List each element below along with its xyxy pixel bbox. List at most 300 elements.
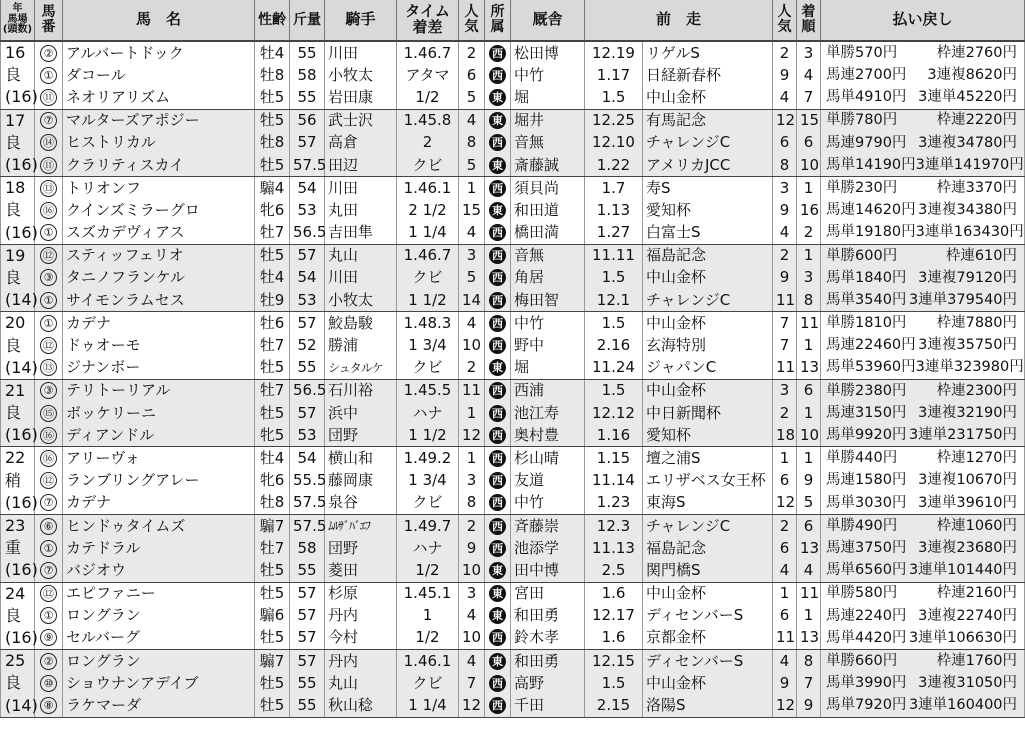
popularity: 3	[459, 244, 485, 267]
sex-age: 牡5	[255, 402, 290, 424]
affiliation	[485, 289, 511, 312]
prev-date: 12.10	[585, 132, 643, 154]
prev-pop: 9	[773, 64, 797, 86]
jockey: 丹内	[325, 605, 397, 627]
weight: 55	[290, 694, 325, 717]
prev-race: 中山金杯	[643, 582, 773, 605]
stable: 斉藤崇	[511, 514, 585, 537]
affiliation	[485, 64, 511, 86]
horse-name: ロングラン	[63, 605, 255, 627]
horse-number: ⑪	[35, 154, 63, 177]
table-row	[1, 514, 1025, 537]
prev-race: 愛知杯	[643, 199, 773, 221]
prev-pop: 4	[773, 559, 797, 582]
prev-date: 11.11	[585, 244, 643, 267]
payout-2: 枠連7880円	[936, 315, 1018, 332]
race-heads: (16)	[1, 222, 35, 245]
sex-age: 騸7	[255, 650, 290, 673]
sex-age: 牡5	[255, 357, 290, 380]
jockey: 泉谷	[325, 492, 397, 515]
stable: 和田道	[511, 199, 585, 221]
horse-number: ⑫	[35, 582, 63, 605]
prev-pop: 4	[773, 86, 797, 109]
sex-age: 牝6	[255, 470, 290, 492]
prev-date: 11.13	[585, 537, 643, 559]
stable: 宮田	[511, 582, 585, 605]
affiliation-badge: 東	[489, 359, 506, 376]
payout-2: 枠連2300円	[936, 382, 1018, 399]
prev-date: 1.5	[585, 672, 643, 694]
header-prev: 前 走	[585, 0, 773, 41]
jockey: 丸山	[325, 244, 397, 267]
popularity: 4	[459, 312, 485, 335]
horse-number: ③	[35, 267, 63, 289]
header-venue: 馬場	[7, 13, 28, 25]
payout	[821, 222, 1025, 245]
payout	[821, 86, 1025, 109]
table-row	[1, 357, 1025, 380]
affiliation-badge: 東	[489, 562, 506, 579]
race-cond: 良	[1, 605, 35, 627]
weight: 57	[290, 132, 325, 154]
affiliation-badge: 東	[489, 585, 506, 602]
popularity: 15	[459, 199, 485, 221]
payout-2: 3連単163430円	[915, 224, 1024, 241]
payout-1: 単勝440円	[826, 450, 898, 467]
prev-pop: 6	[773, 470, 797, 492]
sex-age: 牡7	[255, 334, 290, 356]
race-year: 18	[1, 177, 35, 200]
horse-name: エピファニー	[63, 582, 255, 605]
prev-rank: 1	[797, 447, 821, 470]
prev-pop: 18	[773, 424, 797, 447]
jockey: 鮫島駿	[325, 312, 397, 335]
table-row	[1, 492, 1025, 515]
sex-age: 牡8	[255, 64, 290, 86]
time-margin: 1 1/2	[397, 424, 459, 447]
popularity: 10	[459, 334, 485, 356]
affiliation	[485, 559, 511, 582]
race-cond: 良	[1, 334, 35, 356]
horse-number: ⑧	[35, 694, 63, 717]
jockey: 石川裕	[325, 379, 397, 402]
jockey: 武士沢	[325, 109, 397, 132]
payout-2: 3連複34780円	[918, 134, 1018, 151]
horse-name: スズカデヴィアス	[63, 222, 255, 245]
jockey: 丸山	[325, 672, 397, 694]
prev-race: エリザベス女王杯	[643, 470, 773, 492]
prev-pop: 4	[773, 222, 797, 245]
prev-race: 中山金杯	[643, 267, 773, 289]
header-prev-pop: 人気	[773, 0, 797, 41]
header-time-margin	[397, 0, 459, 41]
popularity: 4	[459, 605, 485, 627]
prev-rank: 5	[797, 492, 821, 515]
horse-number: ⑬	[35, 177, 63, 200]
time-margin: 1.49.7	[397, 514, 459, 537]
horse-number: ⑦	[35, 559, 63, 582]
payout	[821, 492, 1025, 515]
horse-number: ⑫	[35, 470, 63, 492]
prev-race: 白富士S	[643, 222, 773, 245]
time-margin: 1.45.5	[397, 379, 459, 402]
prev-date: 2.16	[585, 334, 643, 356]
affiliation-badge: 西	[489, 697, 506, 714]
payout	[821, 357, 1025, 380]
payout-1: 単勝780円	[826, 112, 898, 129]
time-margin: 1 3/4	[397, 470, 459, 492]
affiliation-badge: 西	[489, 494, 506, 511]
prev-race: 有馬記念	[643, 109, 773, 132]
jockey: ﾑﾙｻﾞﾊﾞｴﾌ	[325, 514, 397, 537]
payout-2: 枠連2160円	[936, 585, 1018, 602]
jockey: 丹内	[325, 650, 397, 673]
affiliation-badge: 西	[489, 337, 506, 354]
weight: 53	[290, 289, 325, 312]
jockey: 川田	[325, 267, 397, 289]
prev-pop: 9	[773, 267, 797, 289]
header-time: タイム	[405, 2, 450, 21]
race-year: 21	[1, 379, 35, 402]
affiliation	[485, 267, 511, 289]
header-number: 馬番	[35, 0, 63, 41]
prev-race: 壇之浦S	[643, 447, 773, 470]
prev-race: ディセンバーS	[643, 605, 773, 627]
affiliation	[485, 222, 511, 245]
race-cond: 良	[1, 402, 35, 424]
horse-number: ①	[35, 64, 63, 86]
prev-pop: 11	[773, 627, 797, 650]
prev-pop: 1	[773, 447, 797, 470]
stable: 堀	[511, 86, 585, 109]
table-row	[1, 222, 1025, 245]
table-row	[1, 177, 1025, 200]
horse-name: ロングラン	[63, 650, 255, 673]
prev-date: 1.5	[585, 86, 643, 109]
payout-1: 馬単1840円	[826, 269, 907, 286]
payout-2: 3連単141970円	[915, 156, 1024, 173]
affiliation	[485, 379, 511, 402]
header-stable: 厩舎	[511, 0, 585, 41]
table-row	[1, 312, 1025, 335]
horse-number: ⑥	[35, 514, 63, 537]
weight: 56.5	[290, 379, 325, 402]
race-heads: (14)	[1, 357, 35, 380]
time-margin: 1	[397, 605, 459, 627]
payout-2: 3連単45220円	[918, 89, 1018, 106]
prev-date: 1.5	[585, 379, 643, 402]
time-margin: 1 3/4	[397, 334, 459, 356]
header-pop: 人気	[459, 0, 485, 41]
affiliation	[485, 177, 511, 200]
race-heads: (16)	[1, 627, 35, 650]
payout-1: 馬単3540円	[826, 291, 907, 308]
race-year: 19	[1, 244, 35, 267]
affiliation	[485, 582, 511, 605]
stable: 角居	[511, 267, 585, 289]
prev-date: 11.14	[585, 470, 643, 492]
sex-age: 牝6	[255, 199, 290, 221]
affiliation-badge: 東	[489, 112, 506, 129]
payout-2: 3連単101440円	[908, 562, 1018, 579]
payout	[821, 154, 1025, 177]
prev-rank: 1	[797, 605, 821, 627]
payout-2: 枠連1270円	[936, 450, 1018, 467]
stable: 和田勇	[511, 605, 585, 627]
prev-date: 12.17	[585, 605, 643, 627]
weight: 54	[290, 177, 325, 200]
prev-race: ディセンバーS	[643, 650, 773, 673]
stable: 野中	[511, 334, 585, 356]
sex-age: 牡5	[255, 627, 290, 650]
race-year: 16	[1, 41, 35, 64]
payout-2: 3連複32190円	[918, 404, 1018, 421]
payout-2: 枠連2760円	[936, 44, 1018, 61]
affiliation	[485, 605, 511, 627]
jockey: 横山和	[325, 447, 397, 470]
affiliation-badge: 西	[489, 224, 506, 241]
time-margin: 2	[397, 132, 459, 154]
payout-1: 単勝600円	[826, 247, 898, 264]
weight: 57	[290, 402, 325, 424]
sex-age: 牡9	[255, 289, 290, 312]
payout-2: 3連単323980円	[915, 359, 1024, 376]
stable: 橋田満	[511, 222, 585, 245]
time-margin: 1.49.2	[397, 447, 459, 470]
popularity: 12	[459, 694, 485, 717]
popularity: 6	[459, 64, 485, 86]
payout	[821, 244, 1025, 267]
prev-rank: 1	[797, 334, 821, 356]
payout	[821, 650, 1025, 673]
popularity: 4	[459, 109, 485, 132]
prev-rank: 4	[797, 64, 821, 86]
sex-age: 牝5	[255, 424, 290, 447]
prev-race: 福島記念	[643, 244, 773, 267]
jockey: 勝浦	[325, 334, 397, 356]
prev-race: 中山金杯	[643, 672, 773, 694]
affiliation	[485, 132, 511, 154]
horse-number: ⑯	[35, 424, 63, 447]
race-group	[1, 41, 1025, 109]
payout-1: 馬単14190円	[826, 156, 916, 173]
payout	[821, 109, 1025, 132]
payout	[821, 267, 1025, 289]
payout-2: 枠連1760円	[936, 652, 1018, 669]
prev-rank: 10	[797, 424, 821, 447]
affiliation-badge: 西	[489, 382, 506, 399]
payout-2: 3連単160400円	[908, 697, 1018, 714]
jockey: 田辺	[325, 154, 397, 177]
table-row	[1, 582, 1025, 605]
sex-age: 牡7	[255, 379, 290, 402]
weight: 56.5	[290, 222, 325, 245]
prev-date: 11.24	[585, 357, 643, 380]
affiliation-badge: 西	[489, 629, 506, 646]
weight: 55	[290, 357, 325, 380]
prev-race: 東海S	[643, 492, 773, 515]
prev-race: 寿S	[643, 177, 773, 200]
prev-pop: 12	[773, 492, 797, 515]
horse-name: ヒストリカル	[63, 132, 255, 154]
horse-name: クインズミラーグロ	[63, 199, 255, 221]
jockey: 今村	[325, 627, 397, 650]
prev-rank: 13	[797, 357, 821, 380]
race-year: 20	[1, 312, 35, 335]
horse-name: テリトーリアル	[63, 379, 255, 402]
affiliation-badge: 東	[489, 157, 506, 174]
affiliation-badge: 東	[489, 89, 506, 106]
prev-rank: 3	[797, 267, 821, 289]
time-margin: 1.46.1	[397, 650, 459, 673]
payout-2: 3連複8620円	[927, 67, 1018, 84]
prev-pop: 3	[773, 177, 797, 200]
payout-2: 3連複79120円	[918, 269, 1018, 286]
sex-age: 騸4	[255, 177, 290, 200]
table-row	[1, 132, 1025, 154]
prev-rank: 4	[797, 559, 821, 582]
horse-name: サイモンラムセス	[63, 289, 255, 312]
table-row	[1, 379, 1025, 402]
horse-number: ⑪	[35, 86, 63, 109]
horse-number: ⑯	[35, 199, 63, 221]
payout-2: 枠連3370円	[936, 179, 1018, 196]
affiliation-badge: 西	[489, 472, 506, 489]
jockey: 小牧太	[325, 64, 397, 86]
weight: 57.5	[290, 492, 325, 515]
header-weight: 斤量	[290, 0, 325, 41]
popularity: 2	[459, 357, 485, 380]
stable: 田中博	[511, 559, 585, 582]
prev-pop: 12	[773, 109, 797, 132]
stable: 斎藤誠	[511, 154, 585, 177]
affiliation-badge: 西	[489, 269, 506, 286]
payout	[821, 312, 1025, 335]
horse-number: ①	[35, 312, 63, 335]
header-payout: 払い戻し	[821, 0, 1025, 41]
payout-2: 枠連610円	[945, 247, 1018, 264]
time-margin: クビ	[397, 672, 459, 694]
stable: 梅田智	[511, 289, 585, 312]
payout-2: 枠連1060円	[936, 517, 1018, 534]
affiliation-badge: 東	[489, 607, 506, 624]
prev-rank: 1	[797, 244, 821, 267]
table-row	[1, 154, 1025, 177]
affiliation-badge: 西	[489, 315, 506, 332]
horse-name: クラリティスカイ	[63, 154, 255, 177]
payout	[821, 514, 1025, 537]
payout-1: 馬連3750円	[826, 539, 907, 556]
weight: 57	[290, 627, 325, 650]
time-margin: 1/2	[397, 559, 459, 582]
prev-date: 1.5	[585, 267, 643, 289]
popularity: 5	[459, 267, 485, 289]
prev-date: 1.7	[585, 177, 643, 200]
affiliation	[485, 154, 511, 177]
stable: 松田博	[511, 41, 585, 64]
prev-pop: 8	[773, 154, 797, 177]
time-margin: 1.48.3	[397, 312, 459, 335]
payout-1: 単勝230円	[826, 179, 898, 196]
sex-age: 牡8	[255, 492, 290, 515]
prev-pop: 2	[773, 41, 797, 64]
jockey: 団野	[325, 424, 397, 447]
prev-race: 愛知杯	[643, 424, 773, 447]
payout	[821, 559, 1025, 582]
horse-number: ⑨	[35, 627, 63, 650]
prev-date: 1.15	[585, 447, 643, 470]
horse-number: ①	[35, 605, 63, 627]
prev-pop: 6	[773, 605, 797, 627]
prev-rank: 6	[797, 514, 821, 537]
payout	[821, 199, 1025, 221]
horse-name: ネオリアリズム	[63, 86, 255, 109]
header-year: 年	[12, 3, 23, 15]
prev-race: 洛陽S	[643, 694, 773, 717]
weight: 57.5	[290, 154, 325, 177]
horse-name: アルバートドック	[63, 41, 255, 64]
weight: 57	[290, 605, 325, 627]
payout-1: 馬単19180円	[826, 224, 916, 241]
payout-2: 枠連2220円	[936, 112, 1018, 129]
prev-pop: 12	[773, 694, 797, 717]
payout	[821, 470, 1025, 492]
table-row	[1, 41, 1025, 64]
prev-race: チャレンジC	[643, 132, 773, 154]
payout	[821, 537, 1025, 559]
time-margin: 1/2	[397, 86, 459, 109]
prev-pop: 1	[773, 582, 797, 605]
prev-pop: 9	[773, 199, 797, 221]
table-row	[1, 334, 1025, 356]
affiliation	[485, 244, 511, 267]
payout	[821, 289, 1025, 312]
prev-rank: 2	[797, 222, 821, 245]
table-row	[1, 86, 1025, 109]
sex-age: 牡7	[255, 222, 290, 245]
prev-race: 日経新春杯	[643, 64, 773, 86]
payout-2: 3連複31050円	[918, 675, 1018, 692]
prev-pop: 7	[773, 334, 797, 356]
horse-number: ⑬	[35, 357, 63, 380]
payout-1: 馬連3150円	[826, 404, 907, 421]
stable: 中竹	[511, 492, 585, 515]
table-row	[1, 470, 1025, 492]
payout-2: 3連複10670円	[918, 472, 1018, 489]
payout-1: 単勝490円	[826, 517, 898, 534]
race-year: 24	[1, 582, 35, 605]
race-year: 22	[1, 447, 35, 470]
affiliation	[485, 537, 511, 559]
jockey: 団野	[325, 537, 397, 559]
horse-name: トリオンフ	[63, 177, 255, 200]
race-cond: 稍	[1, 470, 35, 492]
prev-race: 中山金杯	[643, 379, 773, 402]
horse-number: ①	[35, 289, 63, 312]
affiliation	[485, 41, 511, 64]
table-row	[1, 537, 1025, 559]
affiliation	[485, 86, 511, 109]
payout-1: 馬単53960円	[826, 359, 916, 376]
prev-rank: 8	[797, 289, 821, 312]
race-group	[1, 109, 1025, 177]
payout-2: 3連複35750円	[918, 337, 1018, 354]
header-horse: 馬 名	[63, 0, 255, 41]
payout	[821, 402, 1025, 424]
horse-name: ジナンボー	[63, 357, 255, 380]
prev-race: 京都金杯	[643, 627, 773, 650]
prev-rank: 13	[797, 627, 821, 650]
